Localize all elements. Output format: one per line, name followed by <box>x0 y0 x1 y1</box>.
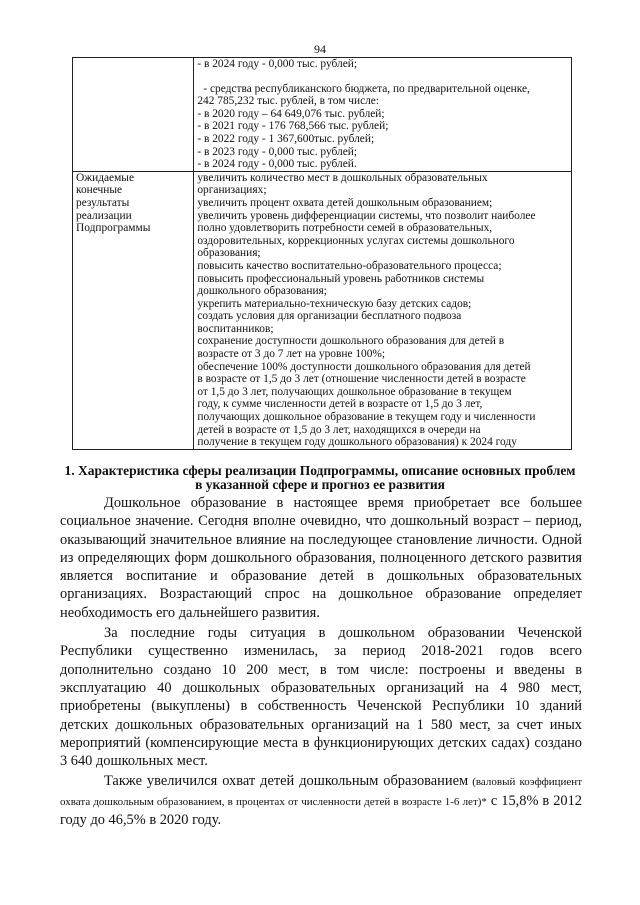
subprogram-passport-table <box>72 57 572 450</box>
section-title: 1. Характеристика сферы реализации Подпрограммы, описание основных проблем в указанной сфере и прогноз ее развития <box>64 463 576 492</box>
result-line: повысить качество воспитательно-образовательного процесса; <box>197 259 502 272</box>
results-label-line: конечные <box>76 184 123 197</box>
result-line: дошкольного образования; <box>197 285 327 298</box>
results-value-cell <box>194 171 572 449</box>
result-line: организациях; <box>197 184 267 197</box>
finance-row <box>73 58 572 172</box>
results-row <box>73 171 572 449</box>
result-line: оздоровительных, коррекционных услугах системы дошкольного <box>197 234 515 247</box>
results-label-line: реализации <box>76 209 132 222</box>
paragraph <box>60 772 582 829</box>
result-line: от 1,5 до 3 лет, получающих дошкольное образование в текущем <box>197 385 512 398</box>
paragraph-text: с 15,8% в 2012 году до 46,5% в 2020 году. <box>60 792 582 829</box>
paragraph: Дошкольное образование в настоящее время приобретает все большее социальное значение. Сегодня вполне очевидно, что дошкольный возраст – период, оказывающий значительное влияние на последующее становление личности. Одной из определяющих форм дошкольного образования, полноценного детского развития является воспитание и образование детей в дошкольных образовательных организациях. Возрастающий спрос на дошкольное образование определяет необходимость его дальнейшего развития. <box>60 495 582 621</box>
finance-line: - в 2024 году - 0,000 тыс. рублей. <box>197 158 357 171</box>
results-label-line: Ожидаемые <box>76 171 135 184</box>
result-line: году, к сумме численности детей в возрасте от 1,5 до 3 лет, <box>197 398 483 411</box>
finance-line: - в 2024 году - 0,000 тыс. рублей; <box>197 58 358 70</box>
result-line: получение в текущем году дошкольного образования) к 2024 году <box>197 436 517 449</box>
finance-line: - в 2023 году - 0,000 тыс. рублей; <box>197 145 358 158</box>
result-line: получающих дошкольное образование в текущем году и численности <box>197 411 536 424</box>
coefficient-note: (валовый коэффициент охвата дошкольным образованием, в процентах от численности детей в возрасте 1-6 лет)* <box>60 776 583 808</box>
finance-line: - средства республиканского бюджета, по предварительной оценке, <box>203 82 530 95</box>
results-label-cell <box>73 171 194 449</box>
result-line: увеличить количество мест в дошкольных образовательных <box>197 171 488 184</box>
result-line: в возрасте от 1,5 до 3 лет (отношение численности детей в возрасте <box>197 373 526 386</box>
result-line: увеличить процент охвата детей дошкольным образованием; <box>197 196 493 209</box>
result-line: полно удовлетворить потребности семей в образовательных, <box>197 222 493 235</box>
result-line: обеспечение 100% доступности дошкольного образования для детей <box>197 360 531 373</box>
result-line: воспитанников; <box>197 322 274 335</box>
result-line: образования; <box>197 247 261 260</box>
result-line: сохранение доступности дошкольного образования для детей в <box>197 335 505 348</box>
result-line: создать условия для организации бесплатного подвоза <box>197 310 462 323</box>
result-line: повысить профессиональный уровень работников системы <box>197 272 485 285</box>
finance-line: - в 2022 году - 1 367,600тыс. рублей; <box>197 132 375 145</box>
finance-line: - в 2020 году – 64 649,076 тыс. рублей; <box>197 107 385 120</box>
paragraph: За последние годы ситуация в дошкольном образовании Чеченской Республики существенно изменилась, за период 2018-2021 годов всего дополнительно создано 10 200 мест, в том числе: построены и введены в эксплуатацию 40 дошкольных образовательных организаций на 4 980 мест, приобретены (выкуплены) в собственность Чеченской Республики 10 зданий детских дошкольных образовательных организаций на 1 580 мест, за счет иных мероприятий (компенсирующие места в функционирующих детских садах) создано 3 640 дошкольных мест. <box>60 625 582 770</box>
results-label-line: Подпрограммы <box>76 222 151 235</box>
results-label-line: результаты <box>76 196 130 209</box>
finance-value-cell <box>194 58 572 172</box>
finance-label-cell <box>73 58 194 172</box>
result-line: укрепить материально-техническую базу детских садов; <box>197 297 472 310</box>
body-text <box>60 494 582 829</box>
result-line: детей в возрасте от 1,5 до 3 лет, находящихся в очереди на <box>197 423 481 436</box>
finance-gap <box>197 71 568 83</box>
page-number: 94 <box>314 42 326 56</box>
paragraph-text: Также увеличился охват детей дошкольным образованием <box>104 773 469 790</box>
finance-line: - в 2021 году - 176 768,566 тыс. рублей; <box>197 120 389 133</box>
result-line: увеличить уровень дифференциации системы, что позволит наиболее <box>197 209 536 222</box>
result-line: возрасте от 3 до 7 лет на уровне 100%; <box>197 348 386 361</box>
finance-line: 242 785,232 тыс. рублей, в том числе: <box>197 95 380 108</box>
